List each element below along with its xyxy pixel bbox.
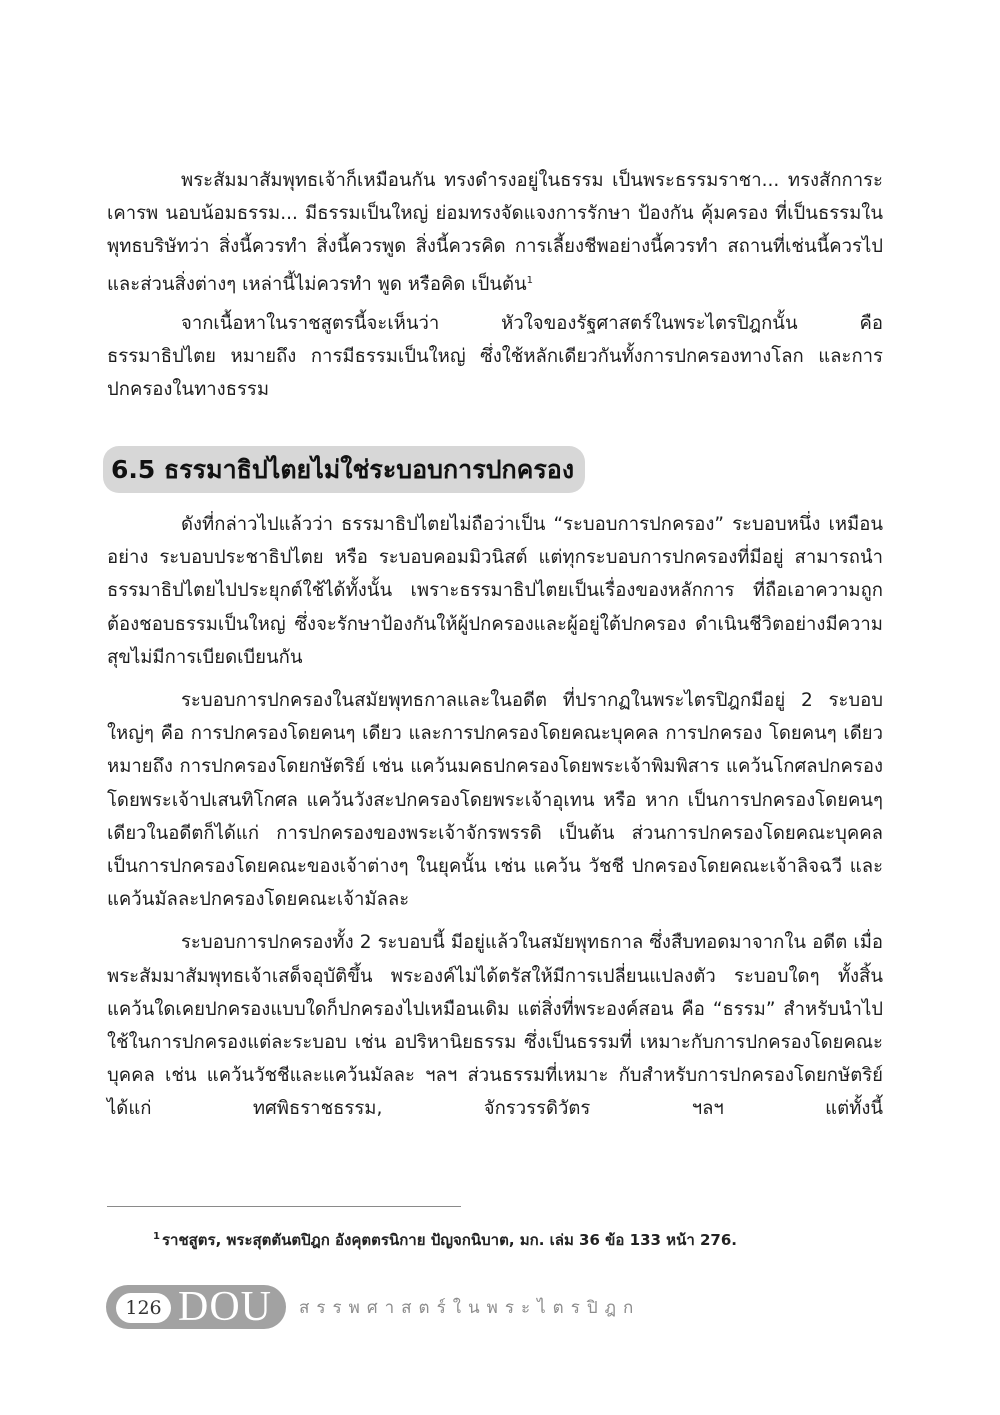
section-paragraph-2: ระบอบการปกครองในสมัยพุทธกาลและในอดีต ที่ปรากฏในพระไตรปิฎกมีอยู่ 2 ระบอบใหญ่ๆ คือ การปกครองโดยคนๆ เดียว และการปกครองโดยคณะบุคคล การปกครอง โดยคนๆ เดียว หมายถึง การปกครองโดยกษัตริย์ เช่น แคว้นมคธปกครองโดยพระเจ้าพิมพิสาร แคว้นโกศลปกครองโดยพระเจ้าปเสนทิโกศล แคว้นวังสะปกครองโดยพระเจ้าอุเทน หรือ หาก เป็นการปกครองโดยคนๆ เดียวในอดีตก็ได้แก่ การปกครองของพระเจ้าจักรพรรดิ เป็นต้น ส่วนการปกครองโดยคณะบุคคล เป็นการปกครองโดยคณะของเจ้าต่างๆ ในยุคนั้น เช่น แคว้น วัชชี ปกครองโดยคณะเจ้าลิจฉวี และแคว้นมัลละปกครองโดยคณะเจ้ามัลละ [107, 690, 883, 911]
page-number: 126 [116, 1293, 171, 1323]
footnote-text: ราชสูตร, พระสุตตันตปิฎก อังคุตตรนิกาย ปัญจกนิบาต, มก. เล่ม 36 ข้อ 133 หน้า 276. [161, 1231, 737, 1249]
dou-logo: DOU [178, 1284, 272, 1330]
intro-paragraph-1 [107, 164, 883, 301]
section-paragraph-3: ระบอบการปกครองทั้ง 2 ระบอบนี้ มีอยู่แล้วในสมัยพุทธกาล ซึ่งสืบทอดมาจากใน อดีต เมื่อพระสัมมาสัมพุทธเจ้าเสด็จอุบัติขึ้น พระองค์ไม่ได้ตรัสให้มีการเปลี่ยนแปลงตัว ระบอบใดๆ ทั้งสิ้น แคว้นใดเคยปกครองแบบใดก็ปกครองไปเหมือนเดิม แต่สิ่งที่พระองค์สอน คือ “ธรรม” สำหรับนำไปใช้ในการปกครองแต่ละระบอบ เช่น อปริหานิยธรรม ซึ่งเป็นธรรมที่ เหมาะกับการปกครองโดยคณะบุคคล เช่น แคว้นวัชชีและแคว้นมัลละ ฯลฯ ส่วนธรรมที่เหมาะ กับสำหรับการปกครองโดยกษัตริย์ ได้แก่ ทศพิธราชธรรม, จักรวรรดิวัตร ฯลฯ แต่ทั้งนี้ [107, 932, 883, 1120]
intro-block [107, 164, 883, 407]
book-title: สรรพศาสตร์ในพระไตรปิฎก [299, 1298, 641, 1318]
intro-paragraph-2: จากเนื้อหาในราชสูตรนี้จะเห็นว่า หัวใจของรัฐศาสตร์ในพระไตรปิฎกนั้น คือ ธรรมาธิปไตย หมายถึง การมีธรรมเป็นใหญ่ ซึ่งใช้หลักเดียวกันทั้งการปกครองทางโลก และการปกครองในทางธรรม [107, 312, 883, 401]
section-paragraph-1: ดังที่กล่าวไปแล้วว่า ธรรมาธิปไตยไม่ถือว่าเป็น “ระบอบการปกครอง” ระบอบหนึ่ง เหมือนอย่าง ระบอบประชาธิปไตย หรือ ระบอบคอมมิวนิสต์ แต่ทุกระบอบการปกครองที่มีอยู่ สามารถนำธรรมาธิปไตยไปประยุกต์ใช้ได้ทั้งนั้น เพราะธรรมาธิปไตยเป็นเรื่องของหลักการ ที่ถือเอาความถูกต้องชอบธรรมเป็นใหญ่ ซึ่งจะรักษาป้องกันให้ผู้ปกครองและผู้อยู่ใต้ปกครอง ดำเนินชีวิตอย่างมีความสุขไม่มีการเบียดเบียนกัน [107, 514, 883, 668]
footnote [153, 1228, 737, 1252]
footnote-divider [107, 1206, 461, 1207]
footnote-number: 1 [153, 1231, 160, 1242]
section-body [107, 508, 883, 1126]
intro-paragraph-1-text: พระสัมมาสัมพุทธเจ้าก็เหมือนกัน ทรงดำรงอยู่ในธรรม เป็นพระธรรมราชา... ทรงสักการะ เคารพ นอบน้อมธรรม... มีธรรมเป็นใหญ่ ย่อมทรงจัดแจงการรักษา ป้องกัน คุ้มครอง ที่เป็นธรรมในพุทธบริษัทว่า สิ่งนี้ควรทำ สิ่งนี้ควรพูด สิ่งนี้ควรคิด การเลี้ยงชีพอย่างนี้ควรทำ สถานที่เช่นนี้ควรไป และส่วนสิ่งต่างๆ เหล่านี้ไม่ควรทำ พูด หรือคิด เป็นต้น [107, 170, 883, 295]
footnote-reference: 1 [526, 274, 534, 286]
section-heading: 6.5 ธรรมาธิปไตยไม่ใช่ระบอบการปกครอง [103, 446, 585, 493]
